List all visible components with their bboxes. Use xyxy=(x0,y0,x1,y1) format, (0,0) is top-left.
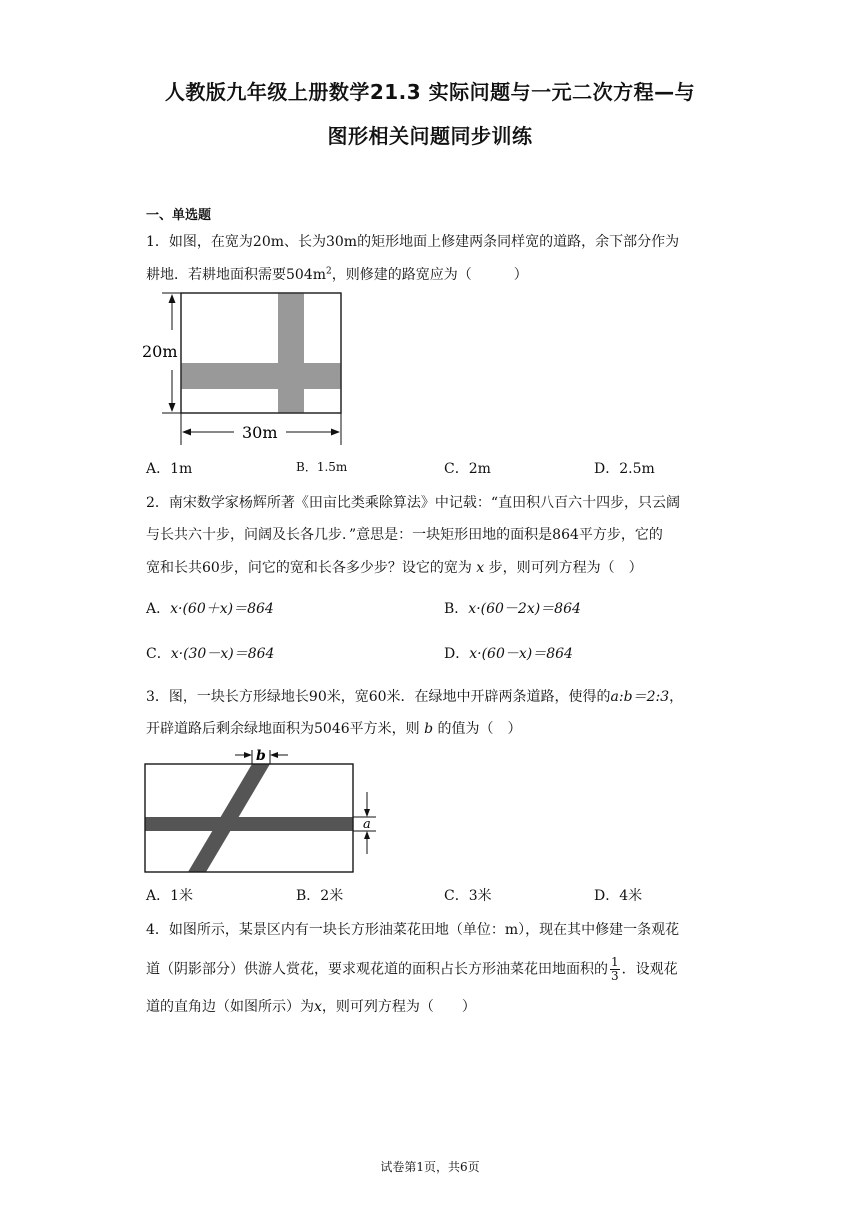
q4-text-line-3: 道的直角边（如图所示）为x，则可列方程为（ ） xyxy=(146,999,476,1015)
q2-text-line-1: 2．南宋数学家杨辉所著《田亩比类乘除算法》中记载：“直田积八百六十四步，只云阔 xyxy=(146,495,681,511)
q2-option-a[interactable]: A．x·(60＋x)＝864 xyxy=(146,601,274,617)
q1-option-d[interactable]: D．2.5m xyxy=(594,461,655,477)
q2-text-line-2: 与长共六十步，问阔及长各几步．”意思是：一块矩形田地的面积是864平方步，它的 xyxy=(146,527,663,543)
q3-a-label: a xyxy=(363,817,371,832)
vertical-road xyxy=(278,293,304,413)
page-title-line-1: 人教版九年级上册数学21.3 实际问题与一元二次方程—与 xyxy=(164,80,696,104)
q3-option-b[interactable]: B．2米 xyxy=(296,888,344,904)
horizontal-road xyxy=(181,363,341,389)
q3-text-line-2: 开辟道路后剩余绿地面积为5046平方米，则 b 的值为（ ） xyxy=(146,721,522,737)
q2-option-d[interactable]: D．x·(60－x)＝864 xyxy=(444,646,573,662)
q1-option-a[interactable]: A．1m xyxy=(146,461,193,477)
q1-text-line-1: 1．如图，在宽为20m、长为30m的矩形地面上修建两条同样宽的道路，余下部分作为 xyxy=(146,234,680,250)
q1-text-line-2: 耕地．若耕地面积需要$504m^2$，则修建的路宽应为（ ） xyxy=(146,266,528,283)
q2-option-c[interactable]: C．x·(30－x)＝864 xyxy=(146,646,275,662)
q1-height-label: 20m xyxy=(142,342,178,361)
q3-option-a[interactable]: A．1米 xyxy=(146,888,194,904)
q3-figure xyxy=(140,744,385,876)
q3-option-c[interactable]: C．3米 xyxy=(444,888,492,904)
page-title-line-2: 图形相关问题同步训练 xyxy=(327,124,533,148)
q4-text-line-1: 4．如图所示，某景区内有一块长方形油菜花田地（单位：m），现在其中修建一条观花 xyxy=(146,922,680,938)
q3-option-d[interactable]: D．4米 xyxy=(594,888,643,904)
q3-text-line-1: 3．图，一块长方形绿地长90米，宽60米．在绿地中开辟两条道路，使得的a:b＝2:3， xyxy=(146,689,684,705)
one-third-fraction: $\frac{1}{3}$ xyxy=(611,955,619,983)
q2-text-line-3: 宽和长共60步，问它的宽和长各多少步？设它的宽为 x 步，则可列方程为（ ） xyxy=(146,560,643,576)
q2-option-b[interactable]: B．x·(60－2x)＝864 xyxy=(444,601,581,617)
q3-b-label: b xyxy=(256,748,266,764)
q1-figure xyxy=(140,288,360,448)
q1-width-label: 30m xyxy=(242,423,278,442)
q1-option-c[interactable]: C．2m xyxy=(444,461,491,477)
section-heading: 一、单选题 xyxy=(146,208,212,223)
page-footer: 试卷第1页，共6页 xyxy=(380,1160,480,1174)
q4-text-line-2: 道（阴影部分）供游人赏花，要求观花道的面积占长方形油菜花田地面积的 $\frac{1}{3}$ ．设观花 xyxy=(146,955,678,983)
horizontal-path xyxy=(145,817,353,831)
field-rect xyxy=(181,293,341,413)
q1-option-b[interactable]: B．1.5m xyxy=(296,460,348,474)
